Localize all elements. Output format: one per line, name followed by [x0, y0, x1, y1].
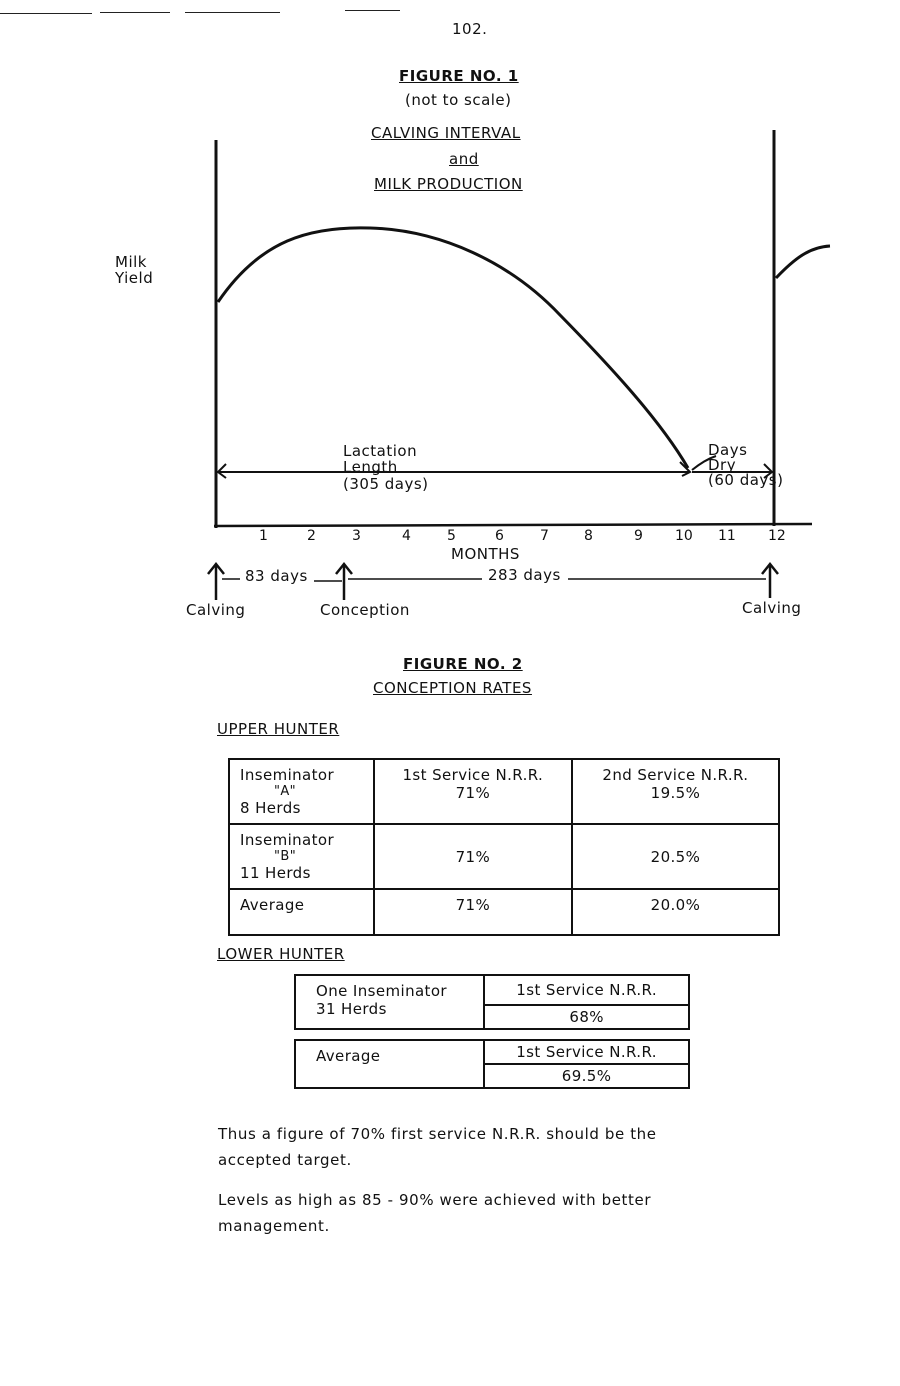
month-tick: 9	[634, 528, 643, 544]
paragraph-1-line-1: Thus a figure of 70% first service N.R.R. should be the	[218, 1125, 657, 1143]
lactation-diagram	[0, 0, 900, 640]
cell-value: 20.0%	[650, 896, 701, 914]
dry-label-3: (60 days)	[708, 471, 784, 489]
month-tick: 5	[447, 528, 456, 544]
page-number: 102.	[452, 20, 488, 38]
month-tick: 12	[768, 528, 786, 544]
figure1-subtitle: (not to scale)	[405, 91, 512, 109]
month-tick: 8	[584, 528, 593, 544]
column-header: 1st Service N.R.R.	[516, 981, 658, 999]
lower-hunter-table-2	[294, 1039, 690, 1089]
row-label: Inseminator	[240, 831, 335, 849]
row-label-herds: 31 Herds	[316, 1000, 387, 1018]
paragraph-1-line-2: accepted target.	[218, 1151, 352, 1169]
cell-value: 71%	[455, 847, 491, 866]
month-tick: 11	[718, 528, 736, 544]
lactation-label-2: Length	[343, 458, 398, 476]
table-cell	[484, 975, 689, 1005]
lower-hunter-heading: LOWER HUNTER	[217, 945, 345, 963]
month-tick: 10	[675, 528, 693, 544]
table-cell	[229, 759, 374, 824]
cell-value: 19.5%	[650, 784, 701, 802]
interval-283-days: 283 days	[488, 566, 561, 584]
upper-hunter-heading: UPPER HUNTER	[217, 720, 340, 738]
lactation-label-3: (305 days)	[343, 475, 429, 493]
next-lactation-curve	[776, 246, 830, 278]
cell-value: 71%	[455, 784, 491, 802]
month-tick: 2	[307, 528, 316, 544]
row-label: Average	[316, 1047, 381, 1065]
row-label-herds: 11 Herds	[240, 864, 311, 882]
paragraph-2-line-2: management.	[218, 1217, 330, 1235]
y-axis-label-1: Milk	[115, 253, 147, 271]
cell-value: 69.5%	[561, 1067, 612, 1085]
figure2-title: FIGURE NO. 2	[403, 655, 523, 673]
lower-hunter-table-1	[294, 974, 690, 1030]
row-label: Inseminator	[240, 766, 335, 784]
chart-title-line2: and	[449, 150, 479, 168]
table-cell	[572, 824, 779, 889]
table-cell	[572, 889, 779, 935]
chart-title-line3: MILK PRODUCTION	[374, 175, 523, 193]
row-label-sub: "B"	[274, 849, 297, 864]
figure2-subtitle: CONCEPTION RATES	[373, 679, 532, 697]
table-row	[295, 1040, 689, 1064]
event-calving-1: Calving	[186, 601, 246, 619]
month-tick: 4	[402, 528, 411, 544]
event-calving-2: Calving	[742, 599, 802, 617]
paragraph-2-line-1: Levels as high as 85 - 90% were achieved with better	[218, 1191, 652, 1209]
y-axis-label-2: Yield	[115, 269, 154, 287]
event-conception: Conception	[320, 601, 410, 619]
table-row	[295, 975, 689, 1005]
month-tick: 7	[540, 528, 549, 544]
table-row	[229, 824, 779, 889]
table-row	[229, 759, 779, 824]
table-cell	[374, 889, 572, 935]
x-axis-label: MONTHS	[451, 545, 520, 563]
interval-83-days: 83 days	[245, 567, 308, 585]
paragraph-1	[218, 1121, 657, 1173]
column-header: 1st Service N.R.R.	[402, 766, 544, 784]
table-cell	[484, 1005, 689, 1029]
cell-value: 20.5%	[650, 847, 701, 866]
table-cell	[229, 824, 374, 889]
table-cell	[374, 759, 572, 824]
chart-title-line1: CALVING INTERVAL	[371, 124, 521, 142]
x-axis-line	[214, 524, 812, 526]
table-row	[229, 889, 779, 935]
lactation-curve	[218, 228, 688, 468]
cell-value: 71%	[455, 896, 491, 914]
column-header: 2nd Service N.R.R.	[602, 766, 749, 784]
row-label: Average	[240, 896, 305, 914]
row-label-herds: 8 Herds	[240, 799, 301, 817]
month-tick: 3	[352, 528, 361, 544]
figure1-title: FIGURE NO. 1	[399, 67, 519, 85]
table-cell	[374, 824, 572, 889]
column-header: 1st Service N.R.R.	[516, 1043, 657, 1061]
upper-hunter-table	[228, 758, 780, 936]
table-cell	[484, 1040, 689, 1064]
table-cell	[484, 1064, 689, 1088]
month-tick: 6	[495, 528, 504, 544]
cell-value: 68%	[569, 1008, 604, 1026]
table-cell	[295, 1040, 484, 1088]
row-label: One Inseminator	[316, 982, 447, 1000]
table-cell	[229, 889, 374, 935]
table-cell	[572, 759, 779, 824]
table-cell	[295, 975, 484, 1029]
paragraph-2	[218, 1187, 651, 1239]
month-tick: 1	[259, 528, 268, 544]
row-label-sub: "A"	[274, 784, 297, 799]
dry-label-1: Days	[708, 441, 748, 459]
lactation-label-1: Lactation	[343, 442, 418, 460]
dry-label-2: Dry	[708, 456, 737, 474]
